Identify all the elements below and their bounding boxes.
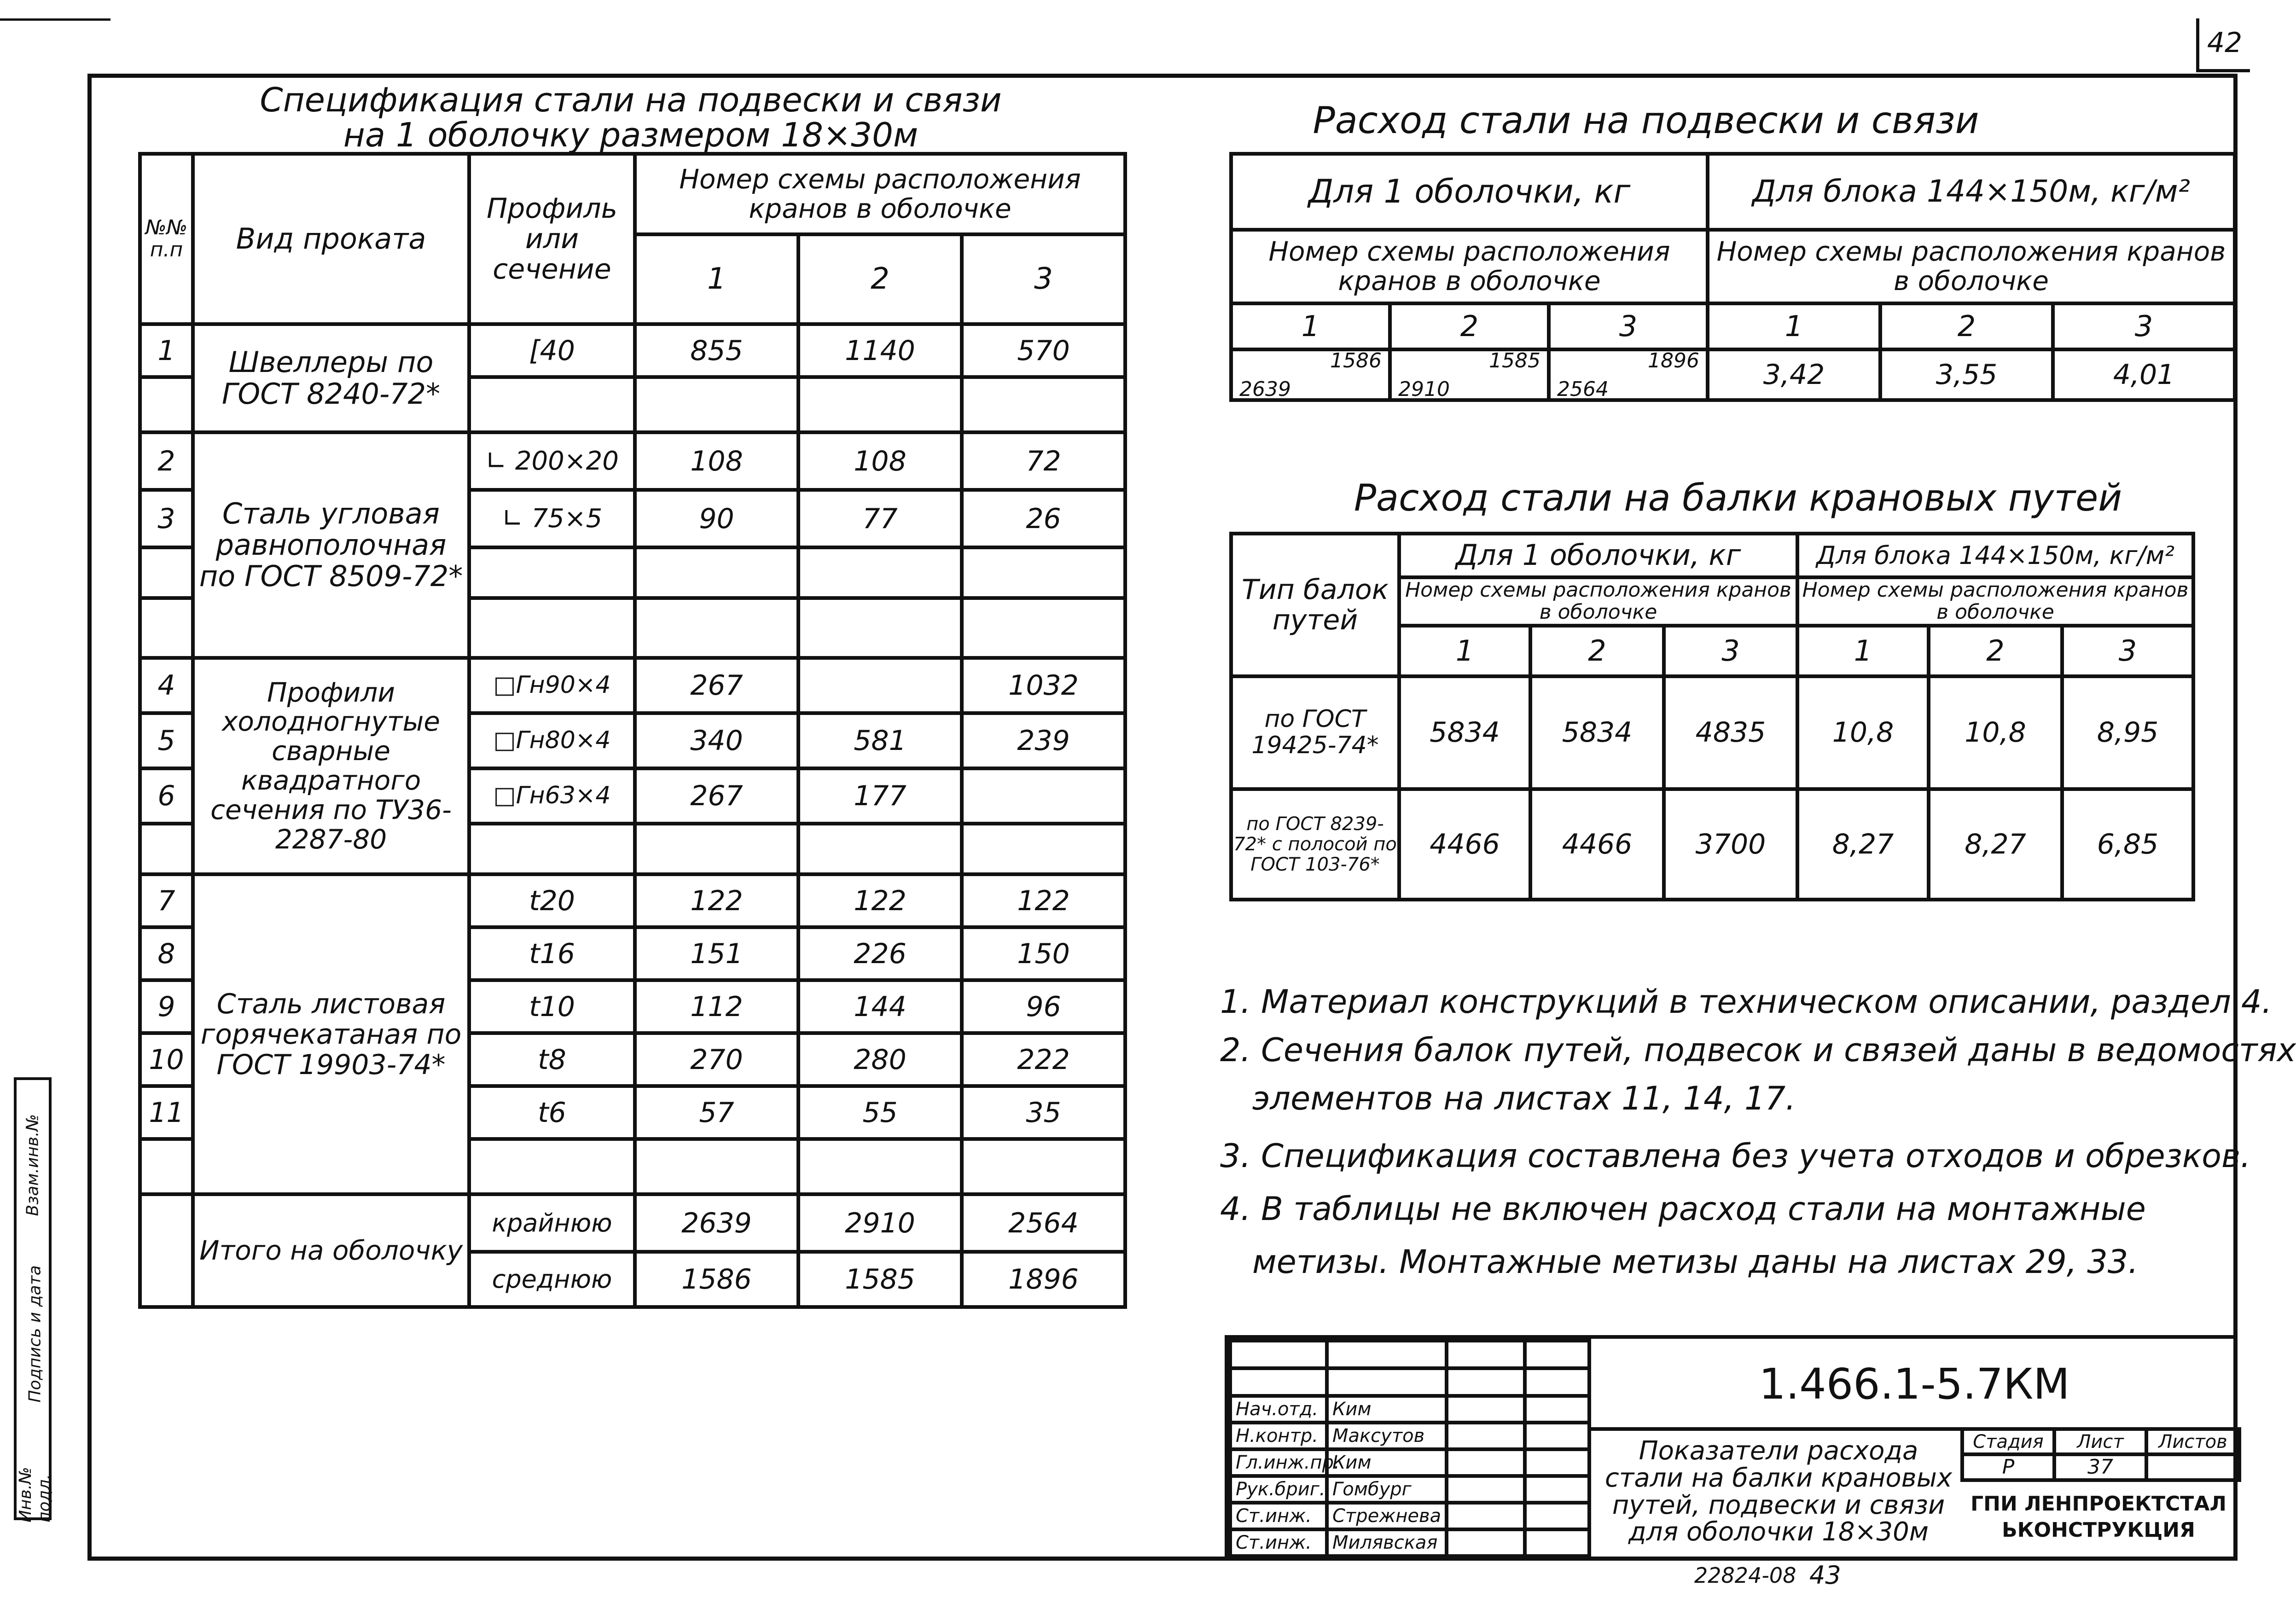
sheet-label: Лист <box>2054 1429 2146 1454</box>
row-profile: ∟ 200×20 <box>469 432 635 490</box>
row-v2: 55 <box>798 1086 962 1139</box>
row-profile: t10 <box>469 980 635 1033</box>
empty-cell <box>1525 1529 1589 1556</box>
shell-edge-1: 2639 <box>1239 378 1291 401</box>
total-edge-3: 2564 <box>962 1194 1125 1252</box>
empty-cell <box>635 598 798 658</box>
total-label: Итого на оболочку <box>193 1194 469 1307</box>
signature <box>1447 1423 1525 1449</box>
left-table-title <box>193 83 1068 152</box>
empty-cell <box>962 377 1125 432</box>
row-num: 8 <box>140 927 193 980</box>
empty-cell <box>1525 1476 1589 1503</box>
description: Показатели расхода стали на балки крановых путей, подвески и связи для оболочки 18×30м <box>1604 1436 1953 1547</box>
person: Ким <box>1327 1396 1447 1423</box>
hdr-kind: Вид проката <box>193 154 469 324</box>
empty-cell <box>798 824 962 874</box>
empty-cell <box>469 598 635 658</box>
top-left-rule <box>0 18 110 21</box>
hdr-block: Для блока 144×150м, кг/м² <box>1708 154 2235 230</box>
row-v3: 1032 <box>962 658 1125 713</box>
group-name: Сталь угловая равнополочная по ГОСТ 8509-72* <box>193 432 469 658</box>
total-edge-2: 2910 <box>798 1194 962 1252</box>
shell-val-1 <box>1231 349 1390 400</box>
sheet-number-box <box>2196 18 2250 72</box>
shell-edge-2: 2910 <box>1398 378 1450 401</box>
hdr-shell: Для 1 оболочки, кг <box>1231 154 1708 230</box>
col-3: 3 <box>1664 626 1797 676</box>
empty-cell <box>798 547 962 598</box>
beam-val: 6,85 <box>2062 789 2193 900</box>
signature <box>1447 1503 1525 1529</box>
row-v2: 177 <box>798 768 962 824</box>
col-3: 3 <box>2062 626 2193 676</box>
note-2: 2. Сечения балок путей, подвесок и связей даны в ведомостях <box>1220 1031 2296 1069</box>
empty-cell <box>140 1194 193 1307</box>
person: Гомбург <box>1327 1476 1447 1503</box>
block-val-2: 3,55 <box>1880 349 2053 400</box>
empty-cell <box>962 1139 1125 1194</box>
shell-edge-3: 2564 <box>1557 378 1609 401</box>
row-v3: 222 <box>962 1033 1125 1086</box>
note-2-cont: элементов на листах 11, 14, 17. <box>1252 1080 1796 1117</box>
row-v2: 581 <box>798 713 962 768</box>
hdr-s3: 3 <box>962 234 1125 324</box>
role: Н.контр. <box>1230 1423 1327 1449</box>
row-v3: 239 <box>962 713 1125 768</box>
row-v1: 855 <box>635 324 798 377</box>
empty-cell <box>1327 1368 1447 1396</box>
row-profile: t16 <box>469 927 635 980</box>
row-num: 9 <box>140 980 193 1033</box>
row-v2: 122 <box>798 874 962 927</box>
beam-val: 8,27 <box>1929 789 2062 900</box>
total-edge-1: 2639 <box>635 1194 798 1252</box>
row-v1: 112 <box>635 980 798 1033</box>
col-3: 3 <box>2053 303 2235 349</box>
row-v2: 108 <box>798 432 962 490</box>
empty-cell <box>635 377 798 432</box>
row-v3: 72 <box>962 432 1125 490</box>
empty-cell <box>469 1139 635 1194</box>
role: Ст.инж. <box>1230 1503 1327 1529</box>
row-profile: [40 <box>469 324 635 377</box>
row-v3: 26 <box>962 490 1125 547</box>
person: Милявская <box>1327 1529 1447 1556</box>
row-num: 10 <box>140 1033 193 1086</box>
sheet-number: 42 <box>2207 27 2243 59</box>
row-v1: 122 <box>635 874 798 927</box>
empty-cell <box>1525 1341 1589 1368</box>
total-mid-2: 1585 <box>798 1252 962 1307</box>
group-name: Профили холодногнутые сварные квадратного сечения по ТУ36-2287-80 <box>193 658 469 874</box>
row-v3 <box>962 768 1125 824</box>
empty-cell <box>1525 1503 1589 1529</box>
empty-cell <box>140 598 193 658</box>
row-num: 4 <box>140 658 193 713</box>
side-stamp-replace: Взам.инв.№ <box>23 1114 42 1216</box>
empty-cell <box>1525 1423 1589 1449</box>
empty-cell <box>140 1139 193 1194</box>
sheet-value: 37 <box>2054 1454 2146 1480</box>
row-v3: 150 <box>962 927 1125 980</box>
col-2: 2 <box>1530 626 1664 676</box>
row-v2: 226 <box>798 927 962 980</box>
hdr-shell: Для 1 оболочки, кг <box>1399 534 1797 577</box>
empty-cell <box>469 824 635 874</box>
row-num: 2 <box>140 432 193 490</box>
side-stamp <box>14 1077 52 1520</box>
row-profile: t20 <box>469 874 635 927</box>
block-val-3: 4,01 <box>2053 349 2235 400</box>
total-mid-3: 1896 <box>962 1252 1125 1307</box>
row-v2: 77 <box>798 490 962 547</box>
signature <box>1447 1449 1525 1476</box>
person: Ким <box>1327 1449 1447 1476</box>
group-name: Швеллеры по ГОСТ 8240-72* <box>193 324 469 432</box>
stage-label: Стадия <box>1962 1429 2054 1454</box>
row-num: 6 <box>140 768 193 824</box>
note-3: 3. Спецификация составлена без учета отходов и обрезков. <box>1220 1137 2251 1175</box>
total-mid-label: среднюю <box>469 1252 635 1307</box>
left-title-line1: Спецификация стали на подвески и связи <box>260 81 1002 119</box>
row-v1: 270 <box>635 1033 798 1086</box>
hdr-scheme-block: Номер схемы расположения кранов в оболочке <box>1708 230 2235 303</box>
empty-cell <box>1327 1341 1447 1368</box>
shell-val-3 <box>1549 349 1708 400</box>
row-v2: 280 <box>798 1033 962 1086</box>
crane-beams-table <box>1229 532 2195 901</box>
hdr-scheme-shell: Номер схемы расположения кранов в оболочке <box>1231 230 1708 303</box>
beam-val: 5834 <box>1399 676 1530 789</box>
shell-val-2 <box>1390 349 1549 400</box>
beam-type: по ГОСТ 8239-72* с полосой по ГОСТ 103-76* <box>1231 789 1399 900</box>
row-v1: 108 <box>635 432 798 490</box>
col-1: 1 <box>1708 303 1880 349</box>
row-v1: 340 <box>635 713 798 768</box>
empty-cell <box>798 598 962 658</box>
empty-cell <box>1230 1341 1327 1368</box>
empty-cell <box>140 547 193 598</box>
signature <box>1447 1396 1525 1423</box>
empty-cell <box>635 547 798 598</box>
empty-cell <box>1447 1368 1525 1396</box>
total-edge-label: крайнюю <box>469 1194 635 1252</box>
row-profile: t6 <box>469 1086 635 1139</box>
row-profile: ∟ 75×5 <box>469 490 635 547</box>
row-v1: 151 <box>635 927 798 980</box>
role: Рук.бриг. <box>1230 1476 1327 1503</box>
note-4: 4. В таблицы не включен расход стали на монтажные <box>1220 1190 2146 1228</box>
hdr-block: Для блока 144×150м, кг/м² <box>1797 534 2193 577</box>
row-v1: 57 <box>635 1086 798 1139</box>
row-v3: 122 <box>962 874 1125 927</box>
col-1: 1 <box>1231 303 1390 349</box>
row-v2 <box>798 658 962 713</box>
hdr-profile: Профиль или сечение <box>469 154 635 324</box>
signature-grid <box>1228 1339 1591 1558</box>
beam-val: 3700 <box>1664 789 1797 900</box>
shell-mid-3: 1896 <box>1648 349 1699 372</box>
archive-number: 22824-08 <box>1694 1563 1796 1588</box>
empty-cell <box>140 377 193 432</box>
title-block <box>1225 1335 2238 1561</box>
beam-val: 4466 <box>1399 789 1530 900</box>
signature <box>1447 1476 1525 1503</box>
empty-cell <box>1525 1396 1589 1423</box>
row-v1: 90 <box>635 490 798 547</box>
beams-title: Расход стали на балки крановых путей <box>1354 476 2122 519</box>
beam-val: 5834 <box>1530 676 1664 789</box>
row-profile: □Гн90×4 <box>469 658 635 713</box>
role: Ст.инж. <box>1230 1529 1327 1556</box>
hdr-scheme-shell: Номер схемы расположения кранов в оболочке <box>1399 577 1797 626</box>
empty-cell <box>635 1139 798 1194</box>
row-num: 5 <box>140 713 193 768</box>
doc-code: 1.466.1-5.7КМ <box>1759 1359 2070 1409</box>
row-profile: □Гн80×4 <box>469 713 635 768</box>
stage-grid <box>1960 1427 2241 1482</box>
total-mid-1: 1586 <box>635 1252 798 1307</box>
row-v1: 267 <box>635 768 798 824</box>
empty-cell <box>635 824 798 874</box>
top-right-title: Расход стали на подвески и связи <box>1313 99 1979 142</box>
empty-cell <box>469 377 635 432</box>
stage-value: Р <box>1962 1454 2054 1480</box>
row-v3: 570 <box>962 324 1125 377</box>
empty-cell <box>469 547 635 598</box>
beam-val: 8,95 <box>2062 676 2193 789</box>
signature <box>1447 1529 1525 1556</box>
role: Гл.инж.пр. <box>1230 1449 1327 1476</box>
empty-cell <box>1525 1368 1589 1396</box>
left-title-line2: на 1 оболочку размером 18×30м <box>343 115 918 154</box>
col-3: 3 <box>1549 303 1708 349</box>
empty-cell <box>962 547 1125 598</box>
beam-type: по ГОСТ 19425-74* <box>1231 676 1399 789</box>
empty-cell <box>962 598 1125 658</box>
row-profile: t8 <box>469 1033 635 1086</box>
row-num: 3 <box>140 490 193 547</box>
block-val-1: 3,42 <box>1708 349 1880 400</box>
beam-val: 10,8 <box>1929 676 2062 789</box>
empty-cell <box>798 1139 962 1194</box>
empty-cell <box>1230 1368 1327 1396</box>
beam-val: 4835 <box>1664 676 1797 789</box>
empty-cell <box>1447 1341 1525 1368</box>
hdr-s2: 2 <box>798 234 962 324</box>
col-2: 2 <box>1390 303 1549 349</box>
row-profile: □Гн63×4 <box>469 768 635 824</box>
hdr-scheme: Номер схемы расположения кранов в оболочке <box>635 154 1125 234</box>
beam-val: 10,8 <box>1797 676 1929 789</box>
col-2: 2 <box>1929 626 2062 676</box>
note-1: 1. Материал конструкций в техническом описании, раздел 4. <box>1220 983 2272 1021</box>
role: Нач.отд. <box>1230 1396 1327 1423</box>
side-stamp-sign: Подпись и дата <box>25 1265 45 1403</box>
col-2: 2 <box>1880 303 2053 349</box>
sheets-label: Листов <box>2146 1429 2239 1454</box>
sheets-value <box>2146 1454 2239 1480</box>
shell-mid-2: 1585 <box>1489 349 1540 372</box>
hdr-num: №№ п.п <box>140 154 193 324</box>
hdr-s1: 1 <box>635 234 798 324</box>
row-num: 1 <box>140 324 193 377</box>
row-v2: 144 <box>798 980 962 1033</box>
empty-cell <box>1525 1449 1589 1476</box>
person: Стрежнева <box>1327 1503 1447 1529</box>
hdr-scheme-block: Номер схемы расположения кранов в оболочке <box>1797 577 2193 626</box>
beam-val: 4466 <box>1530 789 1664 900</box>
shell-mid-1: 1586 <box>1330 349 1382 372</box>
steel-spec-table <box>138 152 1127 1309</box>
row-v1: 267 <box>635 658 798 713</box>
row-v3: 96 <box>962 980 1125 1033</box>
empty-cell <box>140 824 193 874</box>
beam-val: 8,27 <box>1797 789 1929 900</box>
hangers-table <box>1229 152 2237 402</box>
row-v3: 35 <box>962 1086 1125 1139</box>
empty-cell <box>962 824 1125 874</box>
group-name: Сталь листовая горячекатаная по ГОСТ 19903-74* <box>193 874 469 1194</box>
person: Максутов <box>1327 1423 1447 1449</box>
archive-page: 43 <box>1809 1561 1841 1590</box>
col-1: 1 <box>1399 626 1530 676</box>
hdr-type: Тип балок путей <box>1231 534 1399 676</box>
row-v2: 1140 <box>798 324 962 377</box>
doc-code-box <box>1587 1339 2238 1431</box>
note-4-cont: метизы. Монтажные метизы даны на листах 29, 33. <box>1252 1243 2139 1281</box>
row-num: 7 <box>140 874 193 927</box>
side-stamp-inv: Инв.№ подл. <box>16 1467 54 1522</box>
empty-cell <box>798 377 962 432</box>
organization: ГПИ ЛЕНПРОЕКТСТАЛЬКОНСТРУКЦИЯ <box>1970 1492 2226 1542</box>
col-1: 1 <box>1797 626 1929 676</box>
row-num: 11 <box>140 1086 193 1139</box>
